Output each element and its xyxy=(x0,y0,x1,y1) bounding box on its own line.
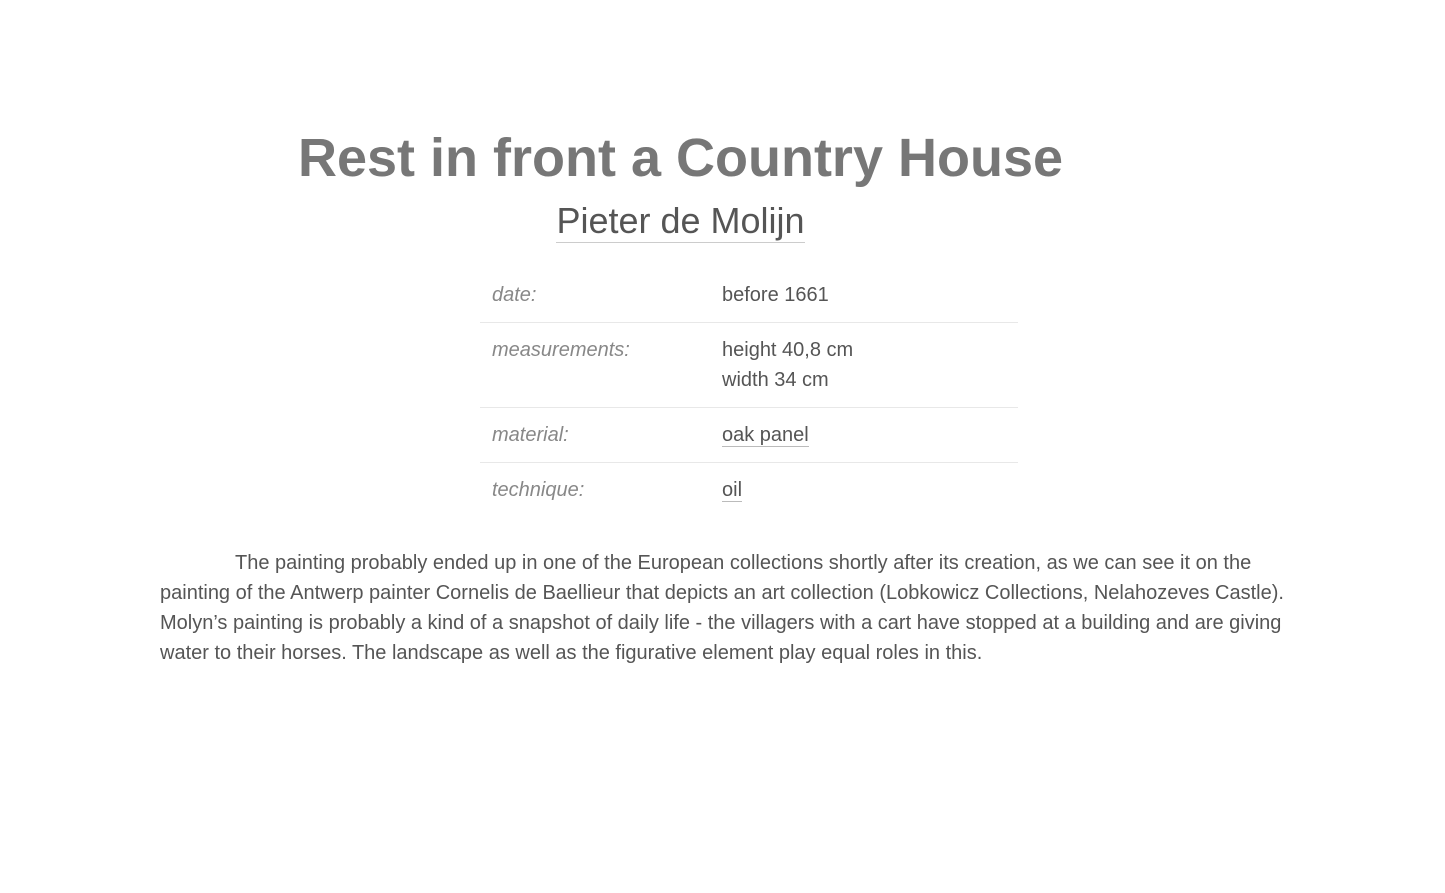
technique-label: technique: xyxy=(492,479,585,501)
page-title: Rest in front a Country House xyxy=(297,128,1064,188)
details-row-technique xyxy=(480,463,1018,518)
details-row-material xyxy=(480,408,1018,463)
details-row-measurements xyxy=(480,323,1018,408)
technique-value xyxy=(710,463,1018,518)
material-value xyxy=(710,408,1018,463)
details-table xyxy=(480,268,1018,517)
description-text: The painting probably ended up in one of the European collections shortly after its creation, as we can see it on the painting of the Antwerp painter Cornelis de Baellieur that depicts an art collection (Lobkowicz Collections, Nelahozeves Castle). Molyn’s painting is probably a kind of a snapshot of daily life - the villagers with a cart have stopped at a building and are giving water to their horses. The landscape as well as the figurative element play equal roles in this. xyxy=(160,552,1284,664)
details-row-date xyxy=(480,268,1018,323)
measurement-height: height 40,8 cm xyxy=(722,339,854,361)
measurements-value xyxy=(710,323,1018,408)
date-value: before 1661 xyxy=(722,284,829,306)
material-label: material: xyxy=(492,424,569,446)
measurement-width: width 34 cm xyxy=(722,369,829,391)
author-link[interactable]: Pieter de Molijn xyxy=(556,200,805,241)
date-label: date: xyxy=(492,284,537,306)
material-link[interactable]: oak panel xyxy=(722,424,809,446)
author-container xyxy=(0,200,1361,243)
measurements-label: measurements: xyxy=(492,339,630,361)
technique-link[interactable]: oil xyxy=(722,479,743,501)
